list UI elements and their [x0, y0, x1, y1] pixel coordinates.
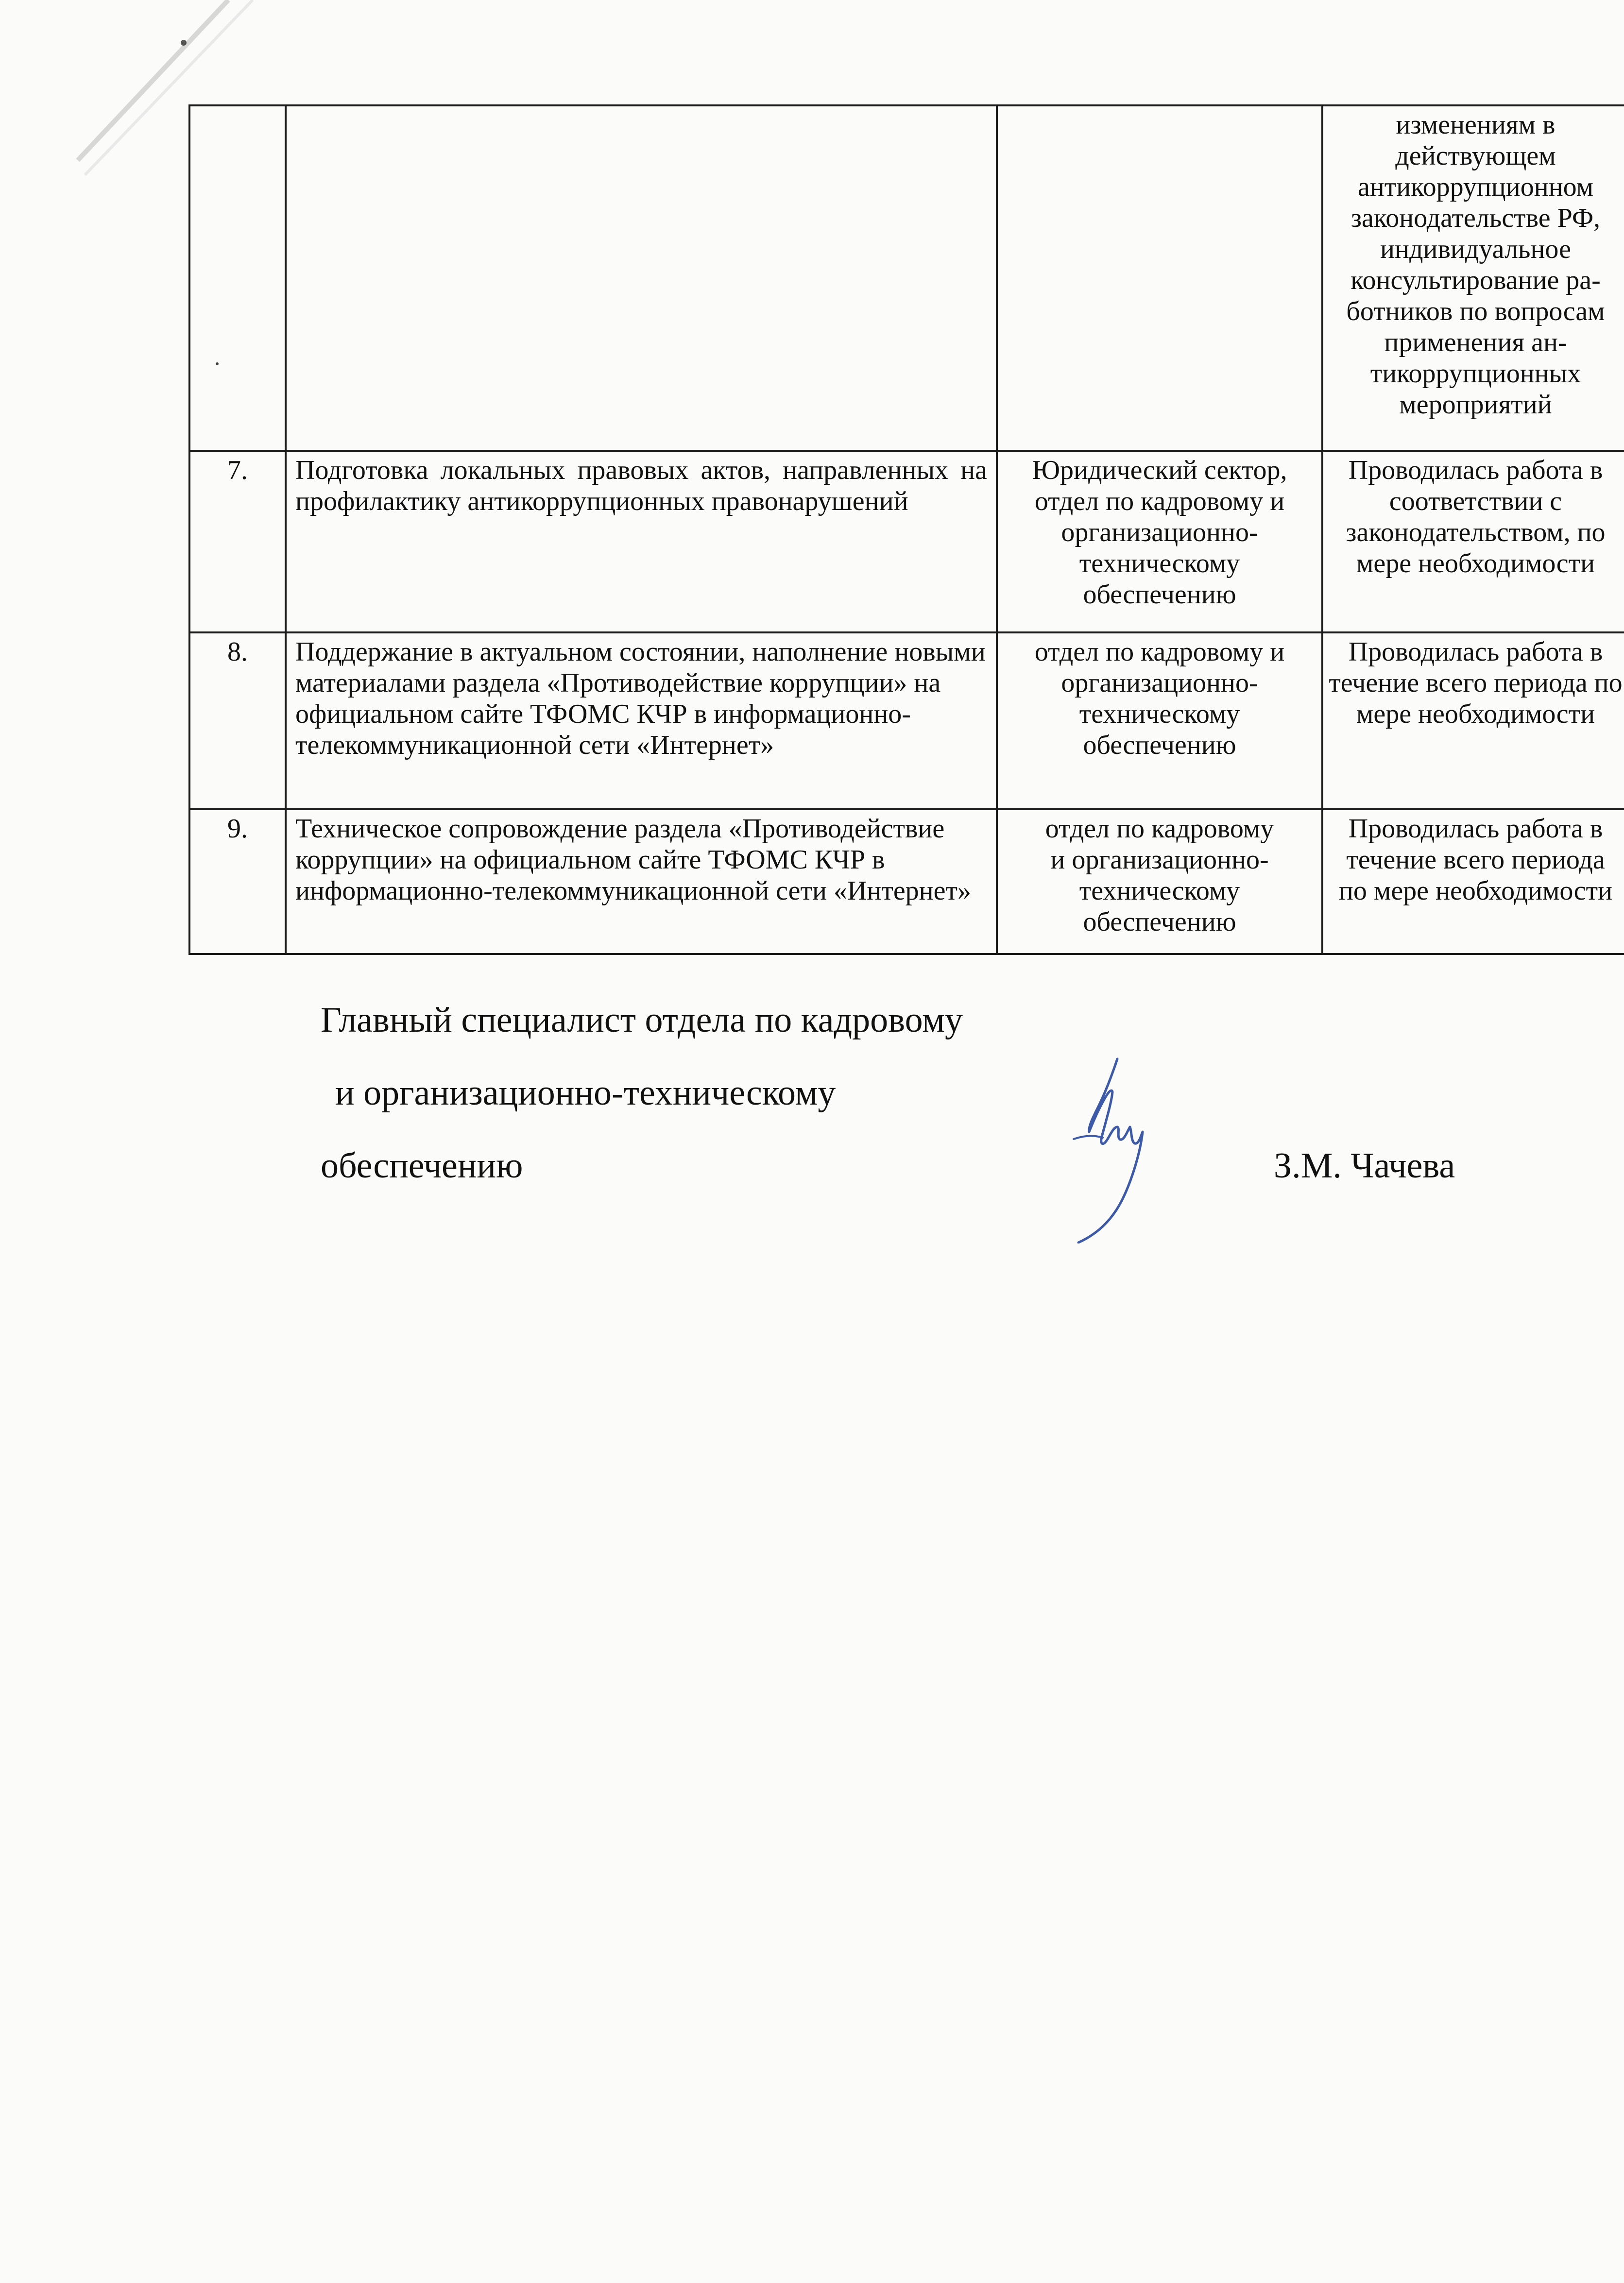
signer-position-line-3: обеспечению: [321, 1146, 523, 1186]
table-row: [189, 809, 1624, 954]
responsible-unit: отдел по кадровому и организационно- техническому обеспечению: [997, 809, 1322, 954]
scan-dot: [216, 362, 219, 365]
handwritten-signature: [1059, 1054, 1156, 1244]
measure-name: Техническое сопровождение раздела «Противодействие коррупции» на официальном сайте ТФОМС КЧР в информационно-телекоммуникационной сети «Интернет»: [286, 809, 997, 954]
responsible-unit: [997, 105, 1322, 451]
row-number: 9.: [189, 809, 286, 954]
table-row: [189, 105, 1624, 451]
signer-name: З.М. Чачева: [1274, 1146, 1455, 1186]
result-text: Проводилась работа в соответствии с законодательством, по мере необходимости: [1322, 451, 1624, 632]
table-row: [189, 632, 1624, 809]
result-text: Проводилась работа в течение всего периода по мере необходимости: [1322, 632, 1624, 809]
signer-position-line-1: Главный специалист отдела по кадровому: [321, 1000, 963, 1040]
measure-name: Подготовка локальных правовых актов, направленных на профилактику антикоррупционных правонарушений: [286, 451, 997, 632]
result-text: изменениям в действующем антикоррупционном законодательстве РФ, индивидуальное консультирование ра- ботников по вопросам применения ан- тикоррупционных мероприятий: [1322, 105, 1624, 451]
result-text: Проводилась работа в течение всего периода по мере необходимости: [1322, 809, 1624, 954]
measure-name: Поддержание в актуальном состоянии, наполнение новыми материалами раздела «Противодействие коррупции» на официальном сайте ТФОМС КЧР в информационно-телекоммуникационной сети «Интернет»: [286, 632, 997, 809]
responsible-unit: Юридический сектор, отдел по кадровому и организационно- техническому обеспечению: [997, 451, 1322, 632]
responsible-unit: отдел по кадровому и организационно- техническому обеспечению: [997, 632, 1322, 809]
table-row: [189, 451, 1624, 632]
row-number: [189, 105, 286, 451]
signer-position-line-2: и организационно-техническому: [335, 1073, 836, 1113]
row-number: 8.: [189, 632, 286, 809]
measure-name: [286, 105, 997, 451]
row-number: 7.: [189, 451, 286, 632]
measures-table: [188, 104, 1624, 955]
